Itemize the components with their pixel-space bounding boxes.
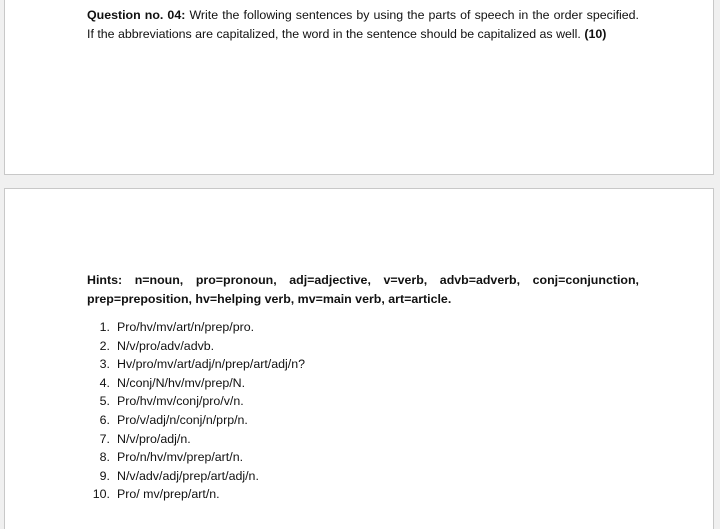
exercise-list: [87, 318, 305, 504]
list-item: [87, 337, 305, 356]
hints-body: n=noun, pro=pronoun, adj=adjective, v=verb, advb=adverb, conj=conjunction, prep=preposition, hv=helping verb, mv=main verb, art=article.: [87, 273, 639, 306]
item-text: Pro/hv/mv/art/n/prep/pro.: [117, 320, 255, 334]
item-number: 6.: [99, 412, 110, 427]
item-number: 4.: [99, 375, 110, 390]
list-item: [87, 355, 305, 374]
hints-text: [87, 271, 639, 309]
question-body: Write the following sentences by using the parts of speech in the order specified. If the abbreviations are capitalized, the word in the sentence should be capitalized as well.: [87, 8, 639, 41]
hints-label: Hints:: [87, 273, 123, 287]
list-item: [87, 485, 305, 504]
item-text: Pro/v/adj/n/conj/n/prp/n.: [117, 412, 248, 427]
list-item: [87, 392, 305, 411]
list-item: [87, 374, 305, 393]
question-marks: (10): [584, 27, 607, 41]
item-text: N/v/pro/adv/advb.: [117, 338, 215, 353]
item-text: N/v/adv/adj/prep/art/adj/n.: [117, 468, 259, 483]
item-number: 2.: [99, 338, 110, 353]
list-item: [87, 467, 305, 486]
list-item: [87, 430, 305, 449]
item-number: 8.: [99, 450, 110, 465]
question-label: Question no. 04:: [87, 8, 186, 22]
item-number: 3.: [99, 357, 110, 372]
list-item: [87, 318, 305, 337]
item-number: 9.: [99, 468, 110, 483]
question-text: [87, 6, 639, 44]
item-number: 1.: [99, 320, 110, 334]
item-text: N/v/pro/adj/n.: [117, 431, 191, 446]
item-text: Pro/n/hv/mv/prep/art/n.: [117, 450, 244, 465]
item-number: 5.: [99, 394, 110, 409]
list-item: [87, 411, 305, 430]
item-number: 7.: [99, 431, 110, 446]
item-number: 10.: [92, 487, 110, 502]
item-text: N/conj/N/hv/mv/prep/N.: [117, 375, 246, 390]
item-text: Pro/ mv/prep/art/n.: [117, 487, 220, 502]
item-text: Hv/pro/mv/art/adj/n/prep/art/adj/n?: [117, 357, 306, 372]
item-text: Pro/hv/mv/conj/pro/v/n.: [117, 394, 244, 409]
list-item: [87, 448, 305, 467]
question-panel: [4, 0, 714, 175]
answer-panel: [4, 188, 714, 529]
